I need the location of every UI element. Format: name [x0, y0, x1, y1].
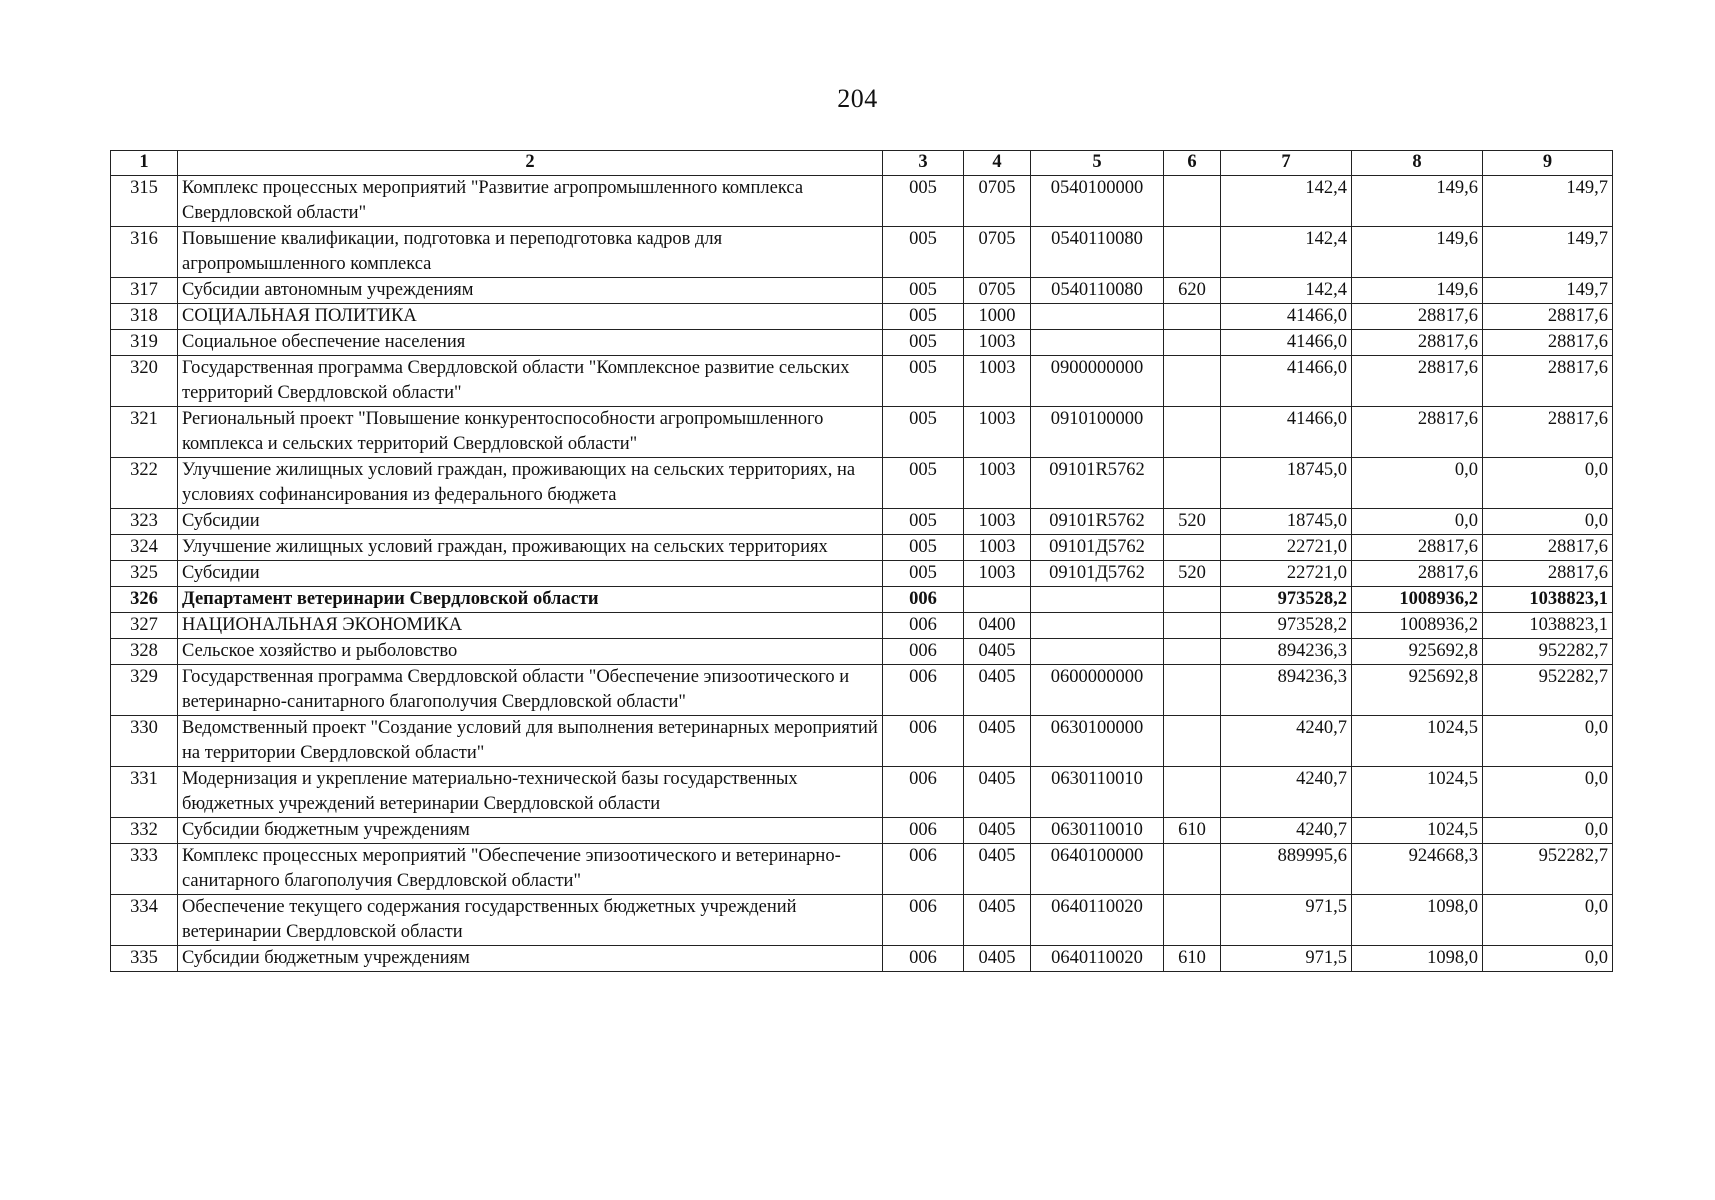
row-amount-col9: 28817,6 — [1483, 561, 1613, 587]
row-expense-type-code: 620 — [1164, 278, 1221, 304]
row-amount-col8: 1098,0 — [1352, 895, 1483, 946]
row-amount-col9: 28817,6 — [1483, 330, 1613, 356]
row-section-code: 0405 — [964, 665, 1031, 716]
row-section-code: 0405 — [964, 895, 1031, 946]
table-row — [111, 665, 1613, 716]
row-amount-col9: 28817,6 — [1483, 407, 1613, 458]
row-description: Повышение квалификации, подготовка и переподготовка кадров для агропромышленного комплекса — [178, 227, 883, 278]
table-row — [111, 587, 1613, 613]
table-row — [111, 613, 1613, 639]
row-amount-col9: 0,0 — [1483, 716, 1613, 767]
header-row — [111, 151, 1613, 176]
row-number: 329 — [111, 665, 178, 716]
row-expense-type-code — [1164, 844, 1221, 895]
header-cell-2: 2 — [178, 151, 883, 176]
row-amount-col8: 28817,6 — [1352, 407, 1483, 458]
row-section-code: 1003 — [964, 330, 1031, 356]
row-section-code: 1000 — [964, 304, 1031, 330]
table-row — [111, 639, 1613, 665]
table-row — [111, 561, 1613, 587]
row-amount-col7: 18745,0 — [1221, 509, 1352, 535]
row-description: Департамент ветеринарии Свердловской области — [178, 587, 883, 613]
row-ministry-code: 005 — [883, 509, 964, 535]
header-cell-5: 5 — [1031, 151, 1164, 176]
row-target-article-code: 0540100000 — [1031, 176, 1164, 227]
row-expense-type-code — [1164, 407, 1221, 458]
row-section-code: 1003 — [964, 509, 1031, 535]
row-number: 321 — [111, 407, 178, 458]
row-amount-col8: 149,6 — [1352, 176, 1483, 227]
table-row — [111, 844, 1613, 895]
row-expense-type-code — [1164, 587, 1221, 613]
table-row — [111, 356, 1613, 407]
row-description: Государственная программа Свердловской области "Комплексное развитие сельских территорий Свердловской области" — [178, 356, 883, 407]
row-section-code: 1003 — [964, 535, 1031, 561]
row-amount-col7: 41466,0 — [1221, 356, 1352, 407]
row-ministry-code: 006 — [883, 818, 964, 844]
row-number: 331 — [111, 767, 178, 818]
row-description: Сельское хозяйство и рыболовство — [178, 639, 883, 665]
row-amount-col9: 0,0 — [1483, 818, 1613, 844]
row-target-article-code: 0630110010 — [1031, 767, 1164, 818]
row-target-article-code: 0540110080 — [1031, 278, 1164, 304]
row-amount-col7: 894236,3 — [1221, 665, 1352, 716]
row-number: 323 — [111, 509, 178, 535]
row-target-article-code — [1031, 330, 1164, 356]
row-section-code: 0705 — [964, 176, 1031, 227]
row-amount-col8: 1024,5 — [1352, 767, 1483, 818]
row-section-code: 0705 — [964, 227, 1031, 278]
header-cell-7: 7 — [1221, 151, 1352, 176]
row-expense-type-code: 610 — [1164, 818, 1221, 844]
row-number: 335 — [111, 946, 178, 972]
row-ministry-code: 005 — [883, 407, 964, 458]
row-amount-col9: 28817,6 — [1483, 356, 1613, 407]
table-row — [111, 767, 1613, 818]
row-expense-type-code — [1164, 304, 1221, 330]
row-target-article-code: 09101R5762 — [1031, 458, 1164, 509]
row-amount-col8: 1098,0 — [1352, 946, 1483, 972]
row-ministry-code: 005 — [883, 278, 964, 304]
row-ministry-code: 006 — [883, 587, 964, 613]
table-row — [111, 818, 1613, 844]
row-target-article-code: 09101Д5762 — [1031, 535, 1164, 561]
row-target-article-code: 0640110020 — [1031, 895, 1164, 946]
row-number: 317 — [111, 278, 178, 304]
row-amount-col9: 149,7 — [1483, 227, 1613, 278]
row-expense-type-code — [1164, 458, 1221, 509]
row-target-article-code: 09101Д5762 — [1031, 561, 1164, 587]
row-ministry-code: 005 — [883, 561, 964, 587]
row-amount-col7: 22721,0 — [1221, 535, 1352, 561]
row-number: 315 — [111, 176, 178, 227]
row-number: 325 — [111, 561, 178, 587]
table-body — [111, 176, 1613, 972]
row-section-code: 1003 — [964, 458, 1031, 509]
row-number: 324 — [111, 535, 178, 561]
row-amount-col9: 0,0 — [1483, 895, 1613, 946]
row-target-article-code: 0900000000 — [1031, 356, 1164, 407]
row-description: Субсидии — [178, 509, 883, 535]
row-amount-col7: 142,4 — [1221, 278, 1352, 304]
row-expense-type-code — [1164, 716, 1221, 767]
row-section-code: 0405 — [964, 844, 1031, 895]
row-amount-col7: 973528,2 — [1221, 613, 1352, 639]
row-amount-col7: 973528,2 — [1221, 587, 1352, 613]
row-number: 326 — [111, 587, 178, 613]
row-target-article-code: 0640100000 — [1031, 844, 1164, 895]
table-row — [111, 227, 1613, 278]
row-number: 328 — [111, 639, 178, 665]
row-description: Субсидии — [178, 561, 883, 587]
row-amount-col7: 971,5 — [1221, 946, 1352, 972]
row-amount-col8: 925692,8 — [1352, 665, 1483, 716]
header-cell-3: 3 — [883, 151, 964, 176]
table-row — [111, 330, 1613, 356]
row-target-article-code — [1031, 613, 1164, 639]
row-ministry-code: 006 — [883, 639, 964, 665]
row-ministry-code: 005 — [883, 330, 964, 356]
table-row — [111, 716, 1613, 767]
row-amount-col7: 18745,0 — [1221, 458, 1352, 509]
row-amount-col9: 0,0 — [1483, 767, 1613, 818]
row-amount-col8: 28817,6 — [1352, 561, 1483, 587]
row-amount-col8: 1024,5 — [1352, 716, 1483, 767]
row-amount-col8: 1008936,2 — [1352, 613, 1483, 639]
row-number: 319 — [111, 330, 178, 356]
table-row — [111, 176, 1613, 227]
row-section-code: 0405 — [964, 767, 1031, 818]
row-amount-col8: 924668,3 — [1352, 844, 1483, 895]
header-cell-6: 6 — [1164, 151, 1221, 176]
row-section-code: 1003 — [964, 356, 1031, 407]
row-ministry-code: 006 — [883, 895, 964, 946]
row-ministry-code: 006 — [883, 665, 964, 716]
row-number: 320 — [111, 356, 178, 407]
row-amount-col8: 925692,8 — [1352, 639, 1483, 665]
row-expense-type-code — [1164, 330, 1221, 356]
row-ministry-code: 005 — [883, 458, 964, 509]
row-section-code — [964, 587, 1031, 613]
table-row — [111, 946, 1613, 972]
row-description: Обеспечение текущего содержания государственных бюджетных учреждений ветеринарии Свердловской области — [178, 895, 883, 946]
row-description: Улучшение жилищных условий граждан, проживающих на сельских территориях, на условиях софинансирования из федерального бюджета — [178, 458, 883, 509]
table-row — [111, 278, 1613, 304]
row-description: Субсидии бюджетным учреждениям — [178, 818, 883, 844]
row-target-article-code: 09101R5762 — [1031, 509, 1164, 535]
row-section-code: 0405 — [964, 818, 1031, 844]
row-amount-col9: 28817,6 — [1483, 304, 1613, 330]
row-target-article-code: 0540110080 — [1031, 227, 1164, 278]
row-number: 322 — [111, 458, 178, 509]
row-description: Субсидии бюджетным учреждениям — [178, 946, 883, 972]
row-ministry-code: 006 — [883, 716, 964, 767]
row-amount-col9: 1038823,1 — [1483, 613, 1613, 639]
row-amount-col9: 952282,7 — [1483, 844, 1613, 895]
row-expense-type-code: 520 — [1164, 509, 1221, 535]
row-description: Субсидии автономным учреждениям — [178, 278, 883, 304]
row-expense-type-code — [1164, 356, 1221, 407]
row-number: 332 — [111, 818, 178, 844]
row-amount-col7: 41466,0 — [1221, 304, 1352, 330]
row-description: Региональный проект "Повышение конкурентоспособности агропромышленного комплекса и сельских территорий Свердловской области" — [178, 407, 883, 458]
row-target-article-code: 0600000000 — [1031, 665, 1164, 716]
row-section-code: 0400 — [964, 613, 1031, 639]
row-description: Комплекс процессных мероприятий "Обеспечение эпизоотического и ветеринарно-санитарного благополучия Свердловской области" — [178, 844, 883, 895]
row-target-article-code — [1031, 304, 1164, 330]
row-expense-type-code — [1164, 613, 1221, 639]
row-ministry-code: 005 — [883, 535, 964, 561]
row-amount-col7: 971,5 — [1221, 895, 1352, 946]
row-amount-col8: 149,6 — [1352, 278, 1483, 304]
row-ministry-code: 006 — [883, 946, 964, 972]
row-description: СОЦИАЛЬНАЯ ПОЛИТИКА — [178, 304, 883, 330]
row-ministry-code: 005 — [883, 304, 964, 330]
row-number: 333 — [111, 844, 178, 895]
row-amount-col9: 1038823,1 — [1483, 587, 1613, 613]
row-section-code: 0405 — [964, 716, 1031, 767]
row-expense-type-code: 610 — [1164, 946, 1221, 972]
row-description: Государственная программа Свердловской области "Обеспечение эпизоотического и ветеринарно-санитарного благополучия Свердловской области" — [178, 665, 883, 716]
row-amount-col9: 952282,7 — [1483, 665, 1613, 716]
row-amount-col8: 1008936,2 — [1352, 587, 1483, 613]
row-expense-type-code — [1164, 767, 1221, 818]
row-number: 334 — [111, 895, 178, 946]
row-amount-col9: 149,7 — [1483, 176, 1613, 227]
table-row — [111, 509, 1613, 535]
row-amount-col9: 149,7 — [1483, 278, 1613, 304]
row-amount-col8: 149,6 — [1352, 227, 1483, 278]
row-expense-type-code — [1164, 665, 1221, 716]
row-number: 318 — [111, 304, 178, 330]
row-amount-col9: 0,0 — [1483, 458, 1613, 509]
row-amount-col8: 0,0 — [1352, 458, 1483, 509]
row-amount-col8: 28817,6 — [1352, 304, 1483, 330]
page-number: 204 — [837, 84, 878, 113]
header-cell-4: 4 — [964, 151, 1031, 176]
row-target-article-code: 0910100000 — [1031, 407, 1164, 458]
table-header — [111, 151, 1613, 176]
row-description: Социальное обеспечение населения — [178, 330, 883, 356]
row-amount-col7: 889995,6 — [1221, 844, 1352, 895]
row-amount-col7: 22721,0 — [1221, 561, 1352, 587]
row-section-code: 0705 — [964, 278, 1031, 304]
row-target-article-code — [1031, 587, 1164, 613]
row-target-article-code: 0640110020 — [1031, 946, 1164, 972]
row-expense-type-code — [1164, 227, 1221, 278]
row-expense-type-code — [1164, 176, 1221, 227]
row-description: НАЦИОНАЛЬНАЯ ЭКОНОМИКА — [178, 613, 883, 639]
header-cell-8: 8 — [1352, 151, 1483, 176]
row-expense-type-code — [1164, 639, 1221, 665]
row-section-code: 0405 — [964, 946, 1031, 972]
row-ministry-code: 005 — [883, 356, 964, 407]
row-amount-col9: 0,0 — [1483, 946, 1613, 972]
row-description: Комплекс процессных мероприятий "Развитие агропромышленного комплекса Свердловской области" — [178, 176, 883, 227]
row-target-article-code: 0630110010 — [1031, 818, 1164, 844]
budget-table — [110, 150, 1613, 972]
row-amount-col9: 28817,6 — [1483, 535, 1613, 561]
row-ministry-code: 006 — [883, 767, 964, 818]
row-amount-col7: 142,4 — [1221, 227, 1352, 278]
row-description: Модернизация и укрепление материально-технической базы государственных бюджетных учреждений ветеринарии Свердловской области — [178, 767, 883, 818]
header-cell-1: 1 — [111, 151, 178, 176]
row-amount-col7: 41466,0 — [1221, 407, 1352, 458]
header-cell-9: 9 — [1483, 151, 1613, 176]
table-row — [111, 895, 1613, 946]
row-ministry-code: 006 — [883, 844, 964, 895]
row-amount-col8: 28817,6 — [1352, 330, 1483, 356]
table-row — [111, 535, 1613, 561]
row-ministry-code: 006 — [883, 613, 964, 639]
row-target-article-code — [1031, 639, 1164, 665]
row-amount-col8: 0,0 — [1352, 509, 1483, 535]
row-amount-col9: 0,0 — [1483, 509, 1613, 535]
row-expense-type-code — [1164, 535, 1221, 561]
row-amount-col8: 28817,6 — [1352, 535, 1483, 561]
row-amount-col7: 4240,7 — [1221, 716, 1352, 767]
row-amount-col9: 952282,7 — [1483, 639, 1613, 665]
row-number: 330 — [111, 716, 178, 767]
row-number: 327 — [111, 613, 178, 639]
table-row — [111, 407, 1613, 458]
row-target-article-code: 0630100000 — [1031, 716, 1164, 767]
row-description: Улучшение жилищных условий граждан, проживающих на сельских территориях — [178, 535, 883, 561]
row-section-code: 1003 — [964, 407, 1031, 458]
row-amount-col7: 4240,7 — [1221, 818, 1352, 844]
row-amount-col7: 894236,3 — [1221, 639, 1352, 665]
row-amount-col7: 4240,7 — [1221, 767, 1352, 818]
row-expense-type-code: 520 — [1164, 561, 1221, 587]
row-amount-col8: 1024,5 — [1352, 818, 1483, 844]
row-ministry-code: 005 — [883, 176, 964, 227]
table-row — [111, 304, 1613, 330]
row-description: Ведомственный проект "Создание условий для выполнения ветеринарных мероприятий на территории Свердловской области" — [178, 716, 883, 767]
row-section-code: 1003 — [964, 561, 1031, 587]
row-expense-type-code — [1164, 895, 1221, 946]
row-section-code: 0405 — [964, 639, 1031, 665]
row-number: 316 — [111, 227, 178, 278]
row-amount-col8: 28817,6 — [1352, 356, 1483, 407]
row-amount-col7: 41466,0 — [1221, 330, 1352, 356]
row-ministry-code: 005 — [883, 227, 964, 278]
row-amount-col7: 142,4 — [1221, 176, 1352, 227]
table-row — [111, 458, 1613, 509]
